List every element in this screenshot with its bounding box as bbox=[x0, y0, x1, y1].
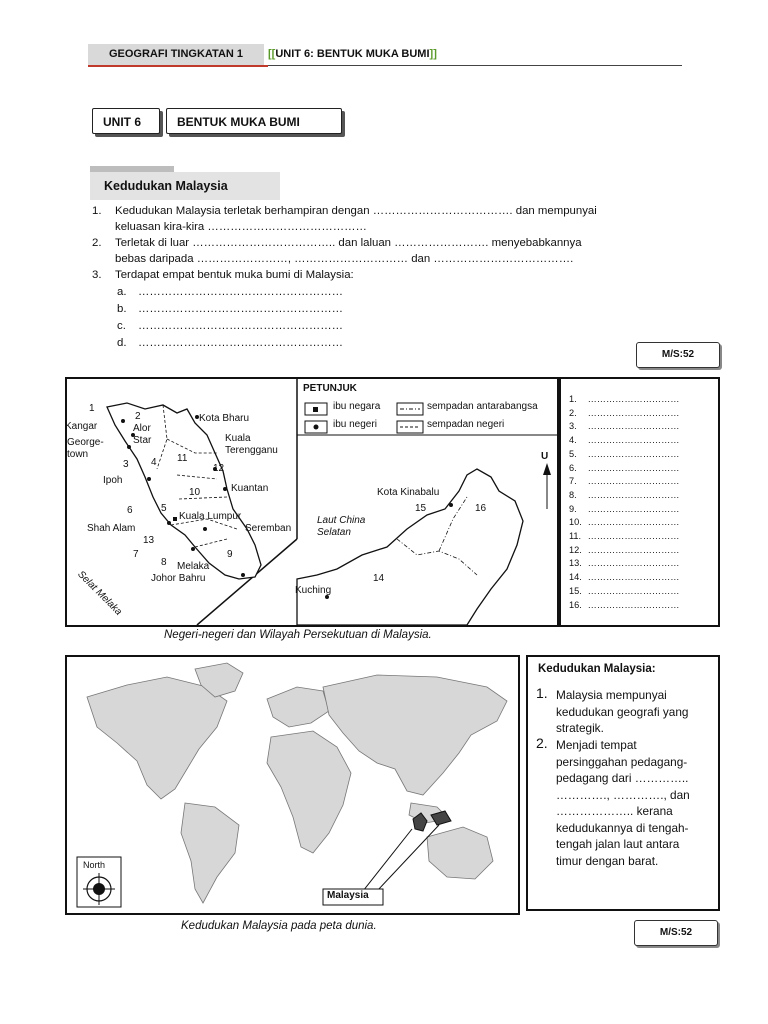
answer-line bbox=[569, 475, 679, 489]
answer-line bbox=[569, 585, 679, 599]
question-number: 2. bbox=[92, 237, 102, 249]
legend-capital: ibu negara bbox=[333, 401, 381, 412]
label-george: George- bbox=[67, 437, 104, 448]
state-number: 15 bbox=[415, 503, 427, 514]
world-map bbox=[65, 655, 520, 915]
question-text: keluasan kira-kira …………………………………… bbox=[115, 221, 367, 233]
north-arrow-head-icon bbox=[543, 463, 551, 475]
label-kuantan: Kuantan bbox=[231, 483, 269, 494]
label-shah-alam: Shah Alam bbox=[87, 523, 136, 534]
answer-line-number: 16. bbox=[569, 599, 582, 610]
answer-line bbox=[569, 448, 679, 462]
answer-line-blank: ………………………… bbox=[587, 585, 680, 596]
answer-line-blank: ………………………… bbox=[587, 517, 680, 528]
sub-item-letter: d. bbox=[117, 337, 127, 349]
state-number: 3 bbox=[123, 459, 129, 470]
question-list bbox=[0, 203, 768, 363]
answer-line-blank: ………………………… bbox=[587, 407, 680, 418]
label-seremban: Seremban bbox=[245, 523, 292, 534]
compass-label: North bbox=[83, 860, 106, 870]
label-kangar: Kangar bbox=[65, 421, 98, 432]
answer-line-number: 12. bbox=[569, 544, 582, 555]
asia-shape bbox=[323, 675, 507, 795]
info-line: pedagang dari ………….. bbox=[556, 771, 689, 785]
answer-line-number: 8. bbox=[569, 489, 577, 500]
answer-line bbox=[569, 462, 679, 476]
answer-line bbox=[569, 489, 679, 503]
header-unit bbox=[268, 44, 437, 65]
question-number: 1. bbox=[92, 205, 102, 217]
answer-line-blank: ………………………… bbox=[587, 531, 680, 542]
header-unit-title: UNIT 6: BENTUK MUKA BUMI bbox=[275, 48, 430, 60]
sub-item-letter: b. bbox=[117, 303, 127, 315]
info-line: tengah jalan laut antara bbox=[556, 837, 680, 851]
label-kota-kinabalu: Kota Kinabalu bbox=[377, 487, 440, 498]
info-line: kedudukan geografi yang bbox=[556, 704, 689, 719]
answer-line-number: 10. bbox=[569, 517, 582, 528]
state-number: 11 bbox=[177, 453, 188, 464]
state-number: 4 bbox=[151, 457, 157, 468]
question-text: Terletak di luar ……………………………….. dan laluan ……………………. menyebabkannya bbox=[115, 237, 582, 249]
answer-line bbox=[569, 557, 679, 571]
answer-line-number: 3. bbox=[569, 421, 577, 432]
north-america-shape bbox=[87, 677, 227, 799]
info-line: ……………….. kerana bbox=[556, 804, 673, 818]
section-title: Kedudukan Malaysia bbox=[90, 172, 280, 200]
info-item-text bbox=[556, 737, 690, 869]
answer-line-number: 13. bbox=[569, 558, 582, 569]
header-rule-accent bbox=[88, 65, 268, 67]
info-line: strategik. bbox=[556, 721, 604, 735]
legend-intl-border: sempadan antarabangsa bbox=[427, 401, 538, 412]
label-kuching: Kuching bbox=[295, 585, 332, 596]
page-reference-badge: M/S:52 bbox=[636, 342, 720, 368]
question-text: Terdapat empat bentuk muka bumi di Malaysia: bbox=[115, 269, 354, 281]
state-number: 5 bbox=[161, 503, 167, 514]
answer-line-number: 14. bbox=[569, 572, 582, 583]
map2-caption: Kedudukan Malaysia pada peta dunia. bbox=[181, 920, 377, 932]
state-number: 2 bbox=[135, 411, 141, 422]
info-box-title: Kedudukan Malaysia: bbox=[538, 663, 656, 675]
label-selatan: Selatan bbox=[317, 527, 351, 538]
sub-item-letter: c. bbox=[117, 320, 126, 332]
question-text: Kedudukan Malaysia terletak berhampiran dengan ………………………………. dan mempunyai bbox=[115, 205, 597, 217]
label-kuala: Kuala bbox=[225, 433, 251, 444]
sub-item-letter: a. bbox=[117, 286, 127, 298]
header-subject: GEOGRAFI TINGKATAN 1 bbox=[88, 44, 264, 65]
label-johor-bahru: Johor Bahru bbox=[151, 573, 206, 584]
info-item-text bbox=[556, 687, 689, 737]
malaysia-pointer-line bbox=[363, 829, 412, 891]
label-selat-melaka: Selat Melaka bbox=[75, 569, 124, 618]
label-melaka: Melaka bbox=[177, 561, 210, 572]
state-number: 7 bbox=[133, 549, 139, 560]
answer-lines bbox=[569, 393, 679, 612]
answer-line-number: 6. bbox=[569, 462, 577, 473]
answer-line-blank: ………………………… bbox=[587, 489, 680, 500]
label-alor: Alor bbox=[133, 423, 151, 434]
state-number: 12 bbox=[213, 463, 225, 474]
state-number: 10 bbox=[189, 487, 201, 498]
sub-item-blank: ……………………………………………… bbox=[138, 303, 344, 315]
label-north: U bbox=[541, 451, 549, 462]
answer-line bbox=[569, 393, 679, 407]
info-line: Malaysia mempunyai bbox=[556, 688, 667, 702]
answer-line-number: 1. bbox=[569, 394, 577, 404]
info-line: kedudukannya di tengah- bbox=[556, 820, 689, 835]
answer-line bbox=[569, 599, 679, 613]
label-star: Star bbox=[133, 435, 152, 446]
answer-line-blank: ………………………… bbox=[587, 448, 680, 459]
question-text: bebas daripada ……………………, ………………………… dan ………………………………. bbox=[115, 253, 574, 265]
label-kuala-lumpur: Kuala Lumpur bbox=[179, 511, 242, 522]
answer-line-number: 15. bbox=[569, 585, 582, 596]
answer-line-blank: ………………………… bbox=[587, 503, 680, 514]
answer-line-number: 2. bbox=[569, 407, 577, 418]
label-kota-bharu: Kota Bharu bbox=[199, 413, 250, 424]
answer-line-blank: ………………………… bbox=[587, 572, 680, 583]
australia-shape bbox=[427, 827, 493, 879]
answer-line bbox=[569, 530, 679, 544]
answer-line-number: 11. bbox=[569, 531, 582, 542]
legend-title: PETUNJUK bbox=[303, 383, 357, 394]
answer-line bbox=[569, 571, 679, 585]
label-terengganu: Terengganu bbox=[225, 445, 278, 456]
state-number: 16 bbox=[475, 503, 487, 514]
sub-item-blank: ……………………………………………… bbox=[138, 286, 344, 298]
answer-line-number: 5. bbox=[569, 448, 577, 459]
info-box bbox=[526, 655, 720, 911]
answer-line-blank: ………………………… bbox=[587, 394, 680, 404]
info-item-number: 1. bbox=[536, 685, 548, 701]
label-laut: Laut China bbox=[317, 515, 366, 526]
header-bracket-close: ]] bbox=[429, 48, 437, 60]
sub-item-blank: ……………………………………………… bbox=[138, 337, 344, 349]
header-bracket-open: [[ bbox=[268, 48, 276, 60]
answer-line-blank: ………………………… bbox=[587, 421, 680, 432]
answer-line-number: 4. bbox=[569, 435, 577, 446]
malaysia-label: Malaysia bbox=[327, 890, 369, 901]
state-number: 6 bbox=[127, 505, 133, 516]
legend-state-capital: ibu negeri bbox=[333, 419, 377, 430]
answer-line-blank: ………………………… bbox=[587, 599, 680, 610]
info-line: …………., …………., dan bbox=[556, 787, 690, 802]
info-line: Menjadi tempat bbox=[556, 738, 637, 752]
info-line: timur dengan barat. bbox=[556, 853, 659, 868]
answer-line bbox=[569, 503, 679, 517]
europe-shape bbox=[267, 687, 329, 727]
answer-line bbox=[569, 544, 679, 558]
sub-item-blank: ……………………………………………… bbox=[138, 320, 344, 332]
answer-line-number: 7. bbox=[569, 476, 577, 487]
africa-shape bbox=[267, 731, 351, 853]
answer-line bbox=[569, 434, 679, 448]
south-america-shape bbox=[181, 803, 239, 903]
legend-state-border: sempadan negeri bbox=[427, 419, 505, 430]
answer-line bbox=[569, 420, 679, 434]
answer-line bbox=[569, 407, 679, 421]
unit-title-box: BENTUK MUKA BUMI bbox=[166, 108, 342, 134]
answer-line-blank: ………………………… bbox=[587, 435, 680, 446]
map1-caption: Negeri-negeri dan Wilayah Persekutuan di Malaysia. bbox=[164, 629, 432, 641]
malaysia-states-map bbox=[65, 377, 559, 627]
state-number: 13 bbox=[143, 535, 155, 546]
page-reference-badge: M/S:52 bbox=[634, 920, 718, 946]
label-ipoh: Ipoh bbox=[103, 475, 123, 486]
unit-number-box: UNIT 6 bbox=[92, 108, 160, 134]
question-number: 3. bbox=[92, 269, 102, 281]
answer-line bbox=[569, 516, 679, 530]
state-number: 9 bbox=[227, 549, 233, 560]
answer-line-blank: ………………………… bbox=[587, 558, 680, 569]
state-number: 14 bbox=[373, 573, 385, 584]
answer-line-number: 9. bbox=[569, 503, 577, 514]
state-number: 8 bbox=[161, 557, 167, 568]
state-number: 1 bbox=[89, 403, 95, 414]
label-town: town bbox=[67, 449, 89, 460]
info-line: persinggahan pedagang- bbox=[556, 754, 688, 769]
world-map-svg bbox=[67, 657, 518, 913]
state-answer-list bbox=[559, 377, 720, 627]
answer-line-blank: ………………………… bbox=[587, 462, 680, 473]
info-item-number: 2. bbox=[536, 735, 548, 751]
answer-line-blank: ………………………… bbox=[587, 476, 680, 487]
answer-line-blank: ………………………… bbox=[587, 544, 680, 555]
